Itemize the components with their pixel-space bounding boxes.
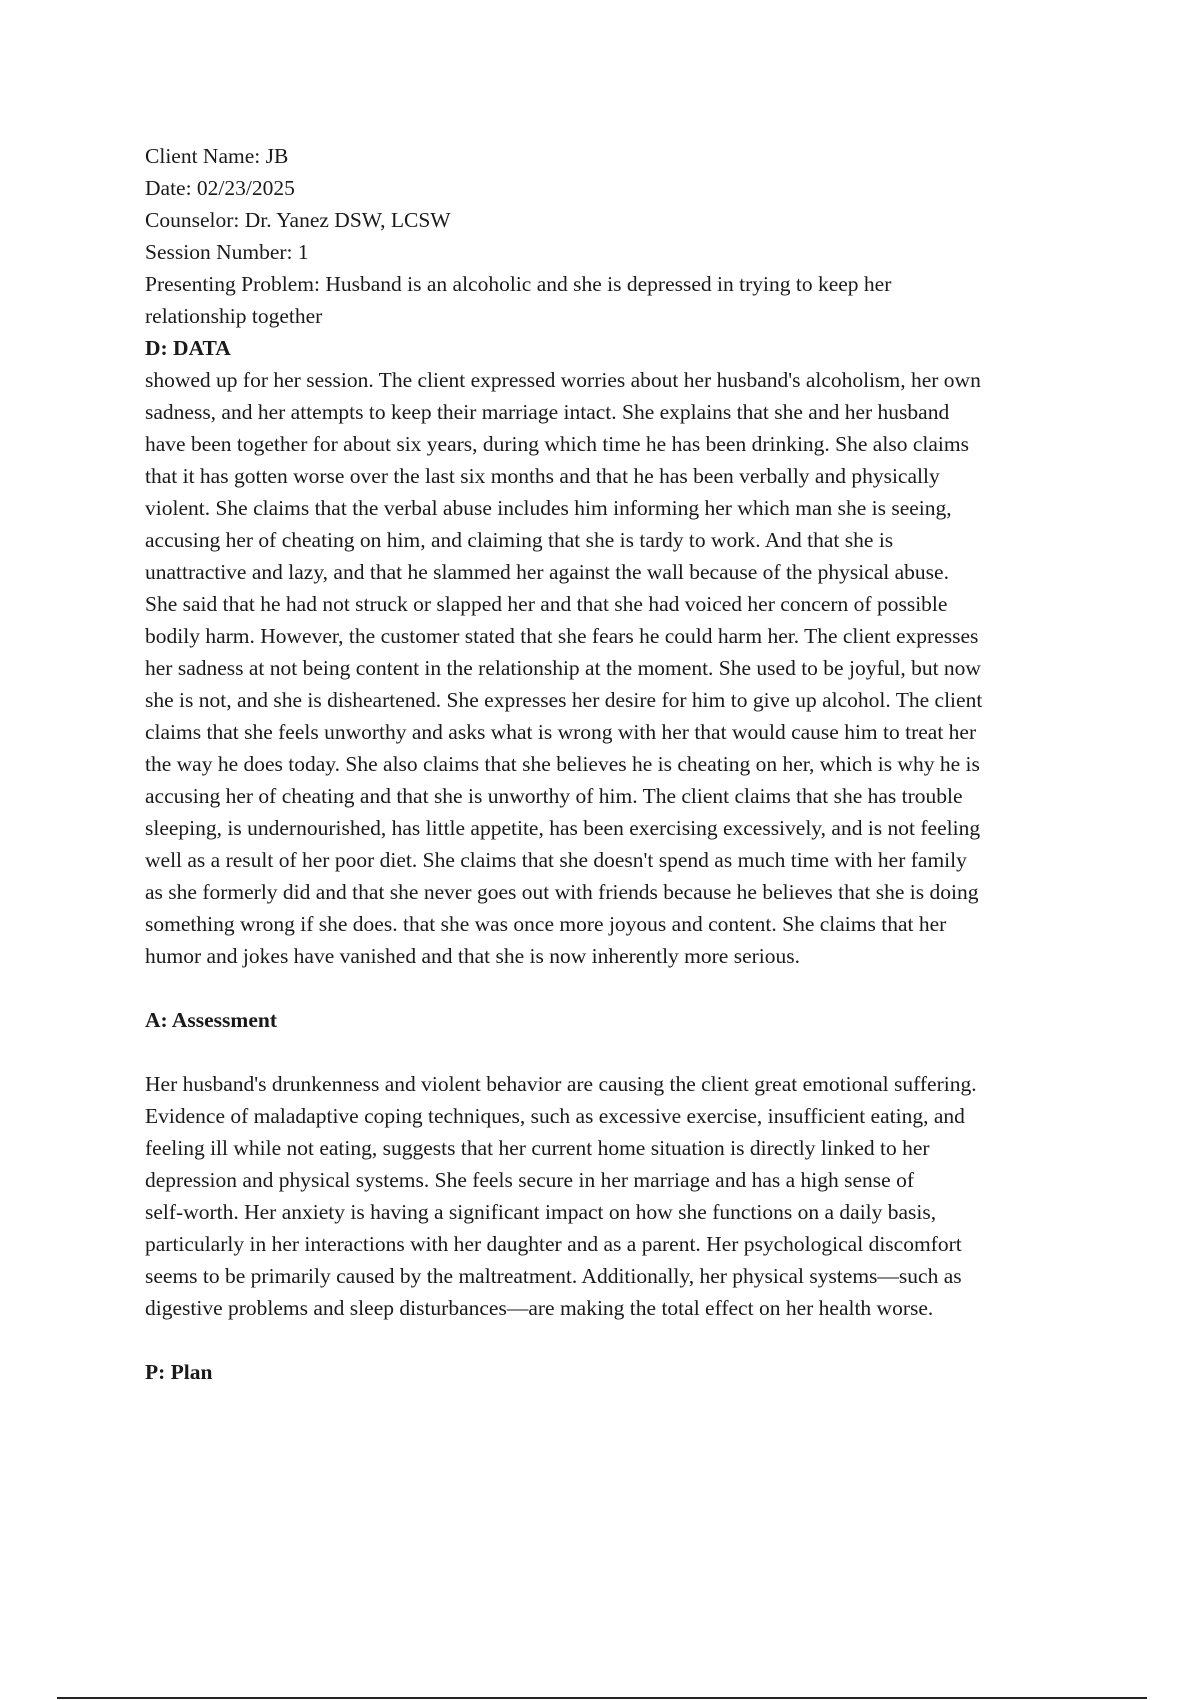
section-spacer [145,1324,1095,1356]
data-line: humor and jokes have vanished and that she is now inherently more serious. [145,944,801,968]
assessment-line: Her husband's drunkenness and violent behavior are causing the client great emotional suffering. [145,1072,977,1096]
client-name: Client Name: JB [145,144,289,168]
presenting-problem-line-1: Presenting Problem: Husband is an alcoholic and she is depressed in trying to keep her [145,272,892,296]
data-line: as she formerly did and that she never goes out with friends because he believes that she is doing [145,880,979,904]
assessment-line: Evidence of maladaptive coping techniques, such as excessive exercise, insufficient eating, and [145,1104,965,1128]
data-line: she is not, and she is disheartened. She expresses her desire for him to give up alcohol. The client [145,688,983,712]
assessment-line: depression and physical systems. She feels secure in her marriage and has a high sense of [145,1168,914,1192]
data-line: unattractive and lazy, and that he slammed her against the wall because of the physical abuse. [145,560,949,584]
data-line: She said that he had not struck or slapped her and that she had voiced her concern of possible [145,592,948,616]
data-line: the way he does today. She also claims that she believes he is cheating on her, which is why he is [145,752,980,776]
data-line: accusing her of cheating and that she is unworthy of him. The client claims that she has trouble [145,784,963,808]
data-line: her sadness at not being content in the relationship at the moment. She used to be joyful, but now [145,656,981,680]
bottom-divider [57,1697,1147,1699]
assessment-heading: A: Assessment [145,1008,277,1032]
plan-heading: P: Plan [145,1360,213,1384]
data-line: well as a result of her poor diet. She claims that she doesn't spend as much time with her family [145,848,967,872]
data-line: sleeping, is undernourished, has little appetite, has been exercising excessively, and is not feeling [145,816,981,840]
assessment-line: particularly in her interactions with her daughter and as a parent. Her psychological discomfort [145,1232,962,1256]
assessment-line: digestive problems and sleep disturbances—are making the total effect on her health worse. [145,1296,934,1320]
data-line: claims that she feels unworthy and asks what is wrong with her that would cause him to treat her [145,720,977,744]
assessment-line: feeling ill while not eating, suggests that her current home situation is directly linked to her [145,1136,930,1160]
data-line: that it has gotten worse over the last six months and that he has been verbally and physically [145,464,940,488]
data-line: something wrong if she does. that she was once more joyous and content. She claims that her [145,912,947,936]
section-spacer [145,1036,1095,1068]
data-line: sadness, and her attempts to keep their marriage intact. She explains that she and her husband [145,400,950,424]
assessment-paragraph [145,1068,1095,1324]
data-line: bodily harm. However, the customer stated that she fears he could harm her. The client expresses [145,624,979,648]
presenting-problem-line-2: relationship together [145,304,323,328]
data-paragraph [145,364,1095,972]
session-date: Date: 02/23/2025 [145,176,295,200]
document-page [145,140,1095,1388]
assessment-line: self-worth. Her anxiety is having a significant impact on how she functions on a daily basis, [145,1200,937,1224]
data-line: accusing her of cheating on him, and claiming that she is tardy to work. And that she is [145,528,894,552]
data-heading: D: DATA [145,336,231,360]
data-line: showed up for her session. The client expressed worries about her husband's alcoholism, her own [145,368,981,392]
session-number: Session Number: 1 [145,240,309,264]
section-spacer [145,972,1095,1004]
counselor: Counselor: Dr. Yanez DSW, LCSW [145,208,451,232]
data-line: have been together for about six years, during which time he has been drinking. She also claims [145,432,969,456]
assessment-line: seems to be primarily caused by the maltreatment. Additionally, her physical systems—such as [145,1264,962,1288]
data-line: violent. She claims that the verbal abuse includes him informing her which man she is seeing, [145,496,952,520]
